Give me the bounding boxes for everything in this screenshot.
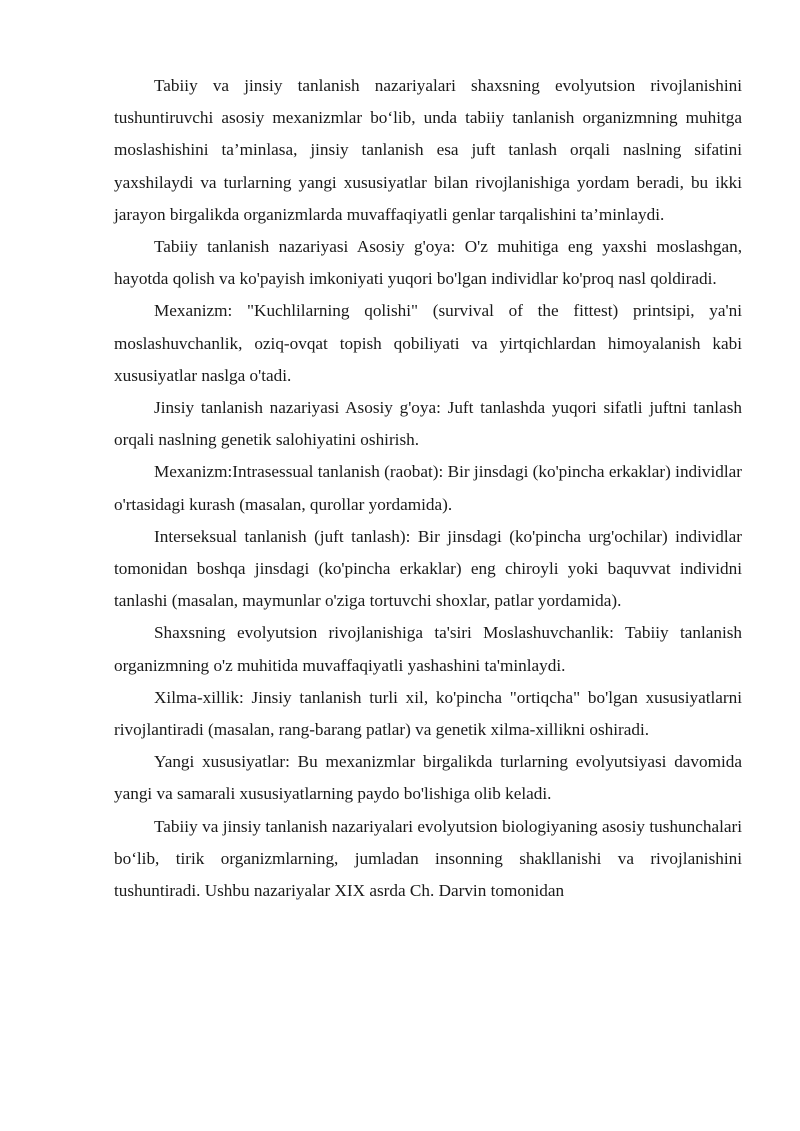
paragraph-diversity: Xilma-xillik: Jinsiy tanlanish turli xil, ko'pincha "ortiqcha" bo'lgan xususiyatlarni rivojlantiradi (masalan, rang-barang patlar) va genetik xilma-xillikni oshiradi. bbox=[114, 687, 742, 740]
paragraph-adaptation-impact: Shaxsning evolyutsion rivojlanishiga ta'siri Moslashuvchanlik: Tabiiy tanlanish organizmning o'z muhitida muvaffaqiyatli yashashini ta'minlaydi. bbox=[114, 623, 742, 675]
paragraph-intrasexual-selection: Mexanizm:Intrasessual tanlanish (raobat): Bir jinsdagi (ko'pincha erkaklar) individlar o'rtasidagi kurash (masalan, qurollar yordamida). bbox=[114, 462, 742, 514]
paragraph-darwin: Tabiiy va jinsiy tanlanish nazariyalari evolyutsion biologiyaning asosiy tushunchalari bo‘lib, tirik organizmlarning, jumladan insonning shakllanishi va rivojlanishini tushuntiradi. Ushbu nazariyalar XIX asrda Ch. Darvin tomonidan bbox=[114, 816, 742, 901]
paragraph-intro: Tabiiy va jinsiy tanlanish nazariyalari shaxsning evolyutsion rivojlanishini tushuntiruvchi asosiy mexanizmlar bo‘lib, unda tabiiy tanlanish organizmning muhitga moslashishini ta’minlasa, jinsiy tanlanish esa juft tanlash orqali naslning sifatini yaxshilaydi va turlarning yangi xususiyatlar bilan rivojlanishiga yordam beradi, bu ikki jarayon birgalikda organizmlarda muvaffaqiyatli genlar tarqalishini ta’minlaydi. bbox=[114, 76, 742, 224]
paragraph-new-traits: Yangi xususiyatlar: Bu mexanizmlar birgalikda turlarning evolyutsiyasi davomida yangi va samarali xususiyatlarning paydo bo'lishiga olib keladi. bbox=[114, 752, 742, 804]
document-page bbox=[114, 70, 742, 907]
paragraph-sexual-selection-idea: Jinsiy tanlanish nazariyasi Asosiy g'oya: Juft tanlashda yuqori sifatli juftni tanlash orqali naslning genetik salohiyatini oshirish. bbox=[114, 398, 742, 450]
paragraph-natural-selection-mechanism: Mexanizm: "Kuchlilarning qolishi" (survival of the fittest) printsipi, ya'ni moslashuvchanlik, oziq-ovqat topish qobiliyati va yirtqichlardan himoyalanish kabi xususiyatlar naslga o'tadi. bbox=[114, 301, 742, 385]
paragraph-intersexual-selection: Interseksual tanlanish (juft tanlash): Bir jinsdagi (ko'pincha urg'ochilar) individlar tomonidan boshqa jinsdagi (ko'pincha erkaklar) eng chiroyli yoki baquvvat individni tanlashi (masalan, maymunlar o'ziga tortuvchi shoxlar, patlar yordamida). bbox=[114, 526, 742, 611]
paragraph-natural-selection-idea: Tabiiy tanlanish nazariyasi Asosiy g'oya: O'z muhitiga eng yaxshi moslashgan, hayotda qolish va ko'payish imkoniyati yuqori bo'lgan individlar ko'proq nasl qoldiradi. bbox=[114, 237, 742, 289]
